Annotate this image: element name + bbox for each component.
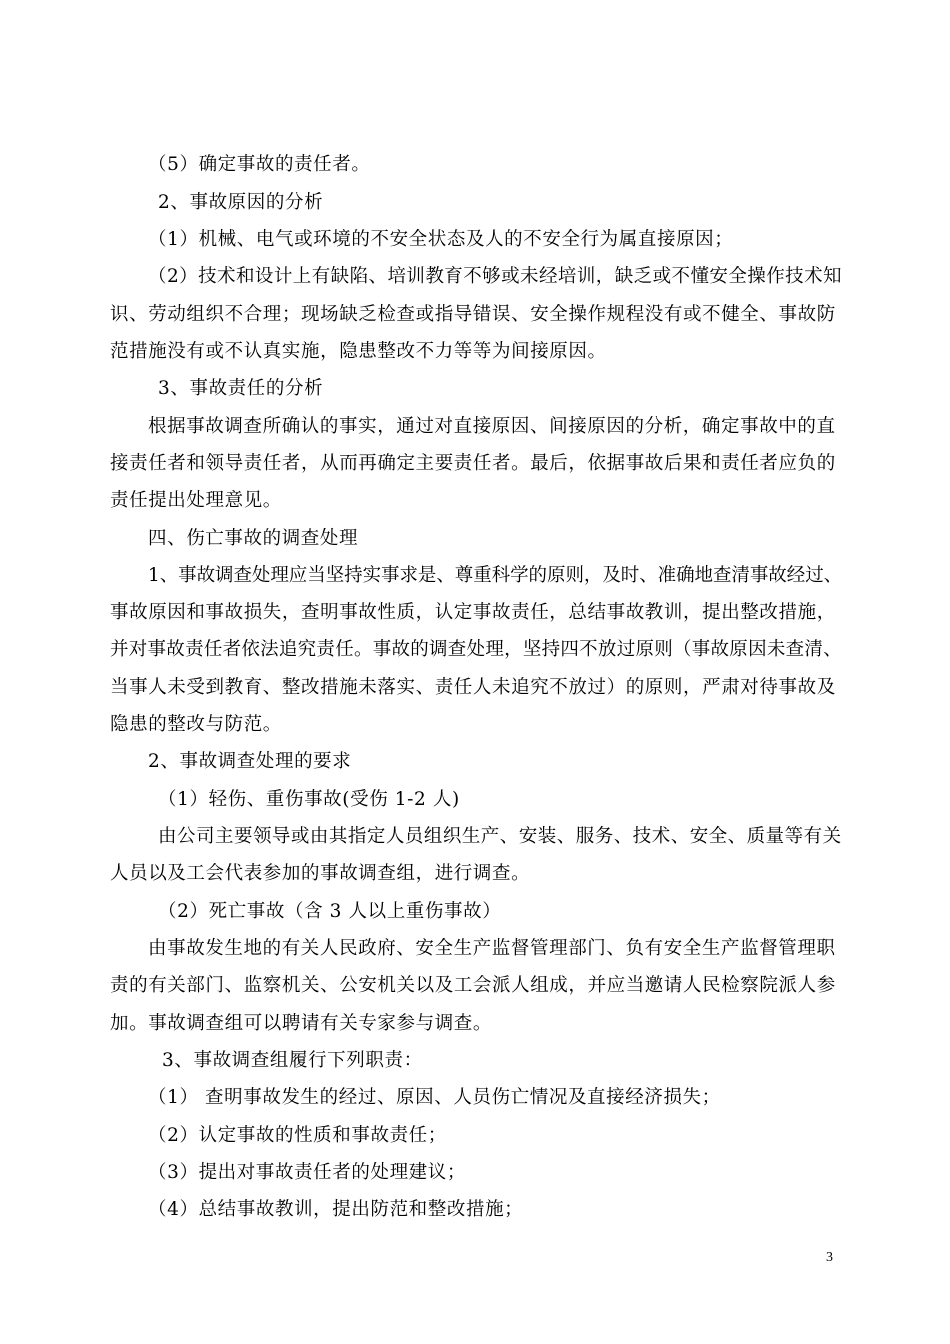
text-line-26: （1） 查明事故发生的经过、原因、人员伤亡情况及直接经济损失； [148, 1087, 721, 1108]
text-line-25: 3、事故调查组履行下列职责： [162, 1050, 423, 1071]
text-line-8: 根据事故调查所确认的事实，通过对直接原因、间接原因的分析，确定事故中的直 [148, 416, 836, 437]
text-line-13: 事故原因和事故损失，查明事故性质，认定事故责任，总结事故教训，提出整改措施， [110, 602, 836, 623]
text-line-19: 由公司主要领导或由其指定人员组织生产、安装、服务、技术、安全、质量等有关 [158, 826, 842, 847]
text-line-23: 责的有关部门、监察机关、公安机关以及工会派人组成，并应当邀请人民检察院派人参 [110, 975, 836, 996]
text-line-4: （2）技术和设计上有缺陷、培训教育不够或未经培训，缺乏或不懂安全操作技术知 [148, 266, 842, 287]
text-line-24: 加。事故调查组可以聘请有关专家参与调查。 [110, 1013, 493, 1034]
text-line-28: （3）提出对事故责任者的处理建议； [148, 1162, 466, 1183]
text-line-29: （4）总结事故教训，提出防范和整改措施； [148, 1199, 524, 1220]
text-line-20: 人员以及工会代表参加的事故调查组，进行调查。 [110, 863, 531, 884]
text-line-16: 隐患的整改与防范。 [110, 714, 282, 735]
text-line-11: 四、伤亡事故的调查处理 [148, 528, 359, 549]
text-line-2: 2、事故原因的分析 [158, 192, 324, 213]
text-line-12: 1、事故调查处理应当坚持实事求是、尊重科学的原则，及时、准确地查清事故经过、 [148, 565, 843, 586]
text-line-15: 当事人未受到教育、整改措施未落实、责任人未追究不放过）的原则，严肃对待事故及 [110, 677, 836, 698]
text-line-7: 3、事故责任的分析 [158, 378, 324, 399]
text-line-18: （1）轻伤、重伤事故(受伤 1-2 人) [158, 789, 460, 810]
text-line-1: （5）确定事故的责任者。 [148, 154, 371, 175]
page-number: 3 [826, 1250, 833, 1265]
text-line-17: 2、事故调查处理的要求 [148, 751, 352, 772]
text-line-27: （2）认定事故的性质和事故责任； [148, 1125, 447, 1146]
text-line-9: 接责任者和领导责任者，从而再确定主要责任者。最后，依据事故后果和责任者应负的 [110, 453, 836, 474]
text-line-5: 识、劳动组织不合理；现场缺乏检查或指导错误、安全操作规程没有或不健全、事故防 [110, 304, 836, 325]
text-line-3: （1）机械、电气或环境的不安全状态及人的不安全行为属直接原因； [148, 229, 734, 250]
text-line-10: 责任提出处理意见。 [110, 490, 282, 511]
text-line-14: 并对事故责任者依法追究责任。事故的调查处理，坚持四不放过原则（事故原因未查清、 [110, 639, 842, 660]
text-line-21: （2）死亡事故（含 3 人以上重伤事故） [158, 901, 502, 922]
text-line-6: 范措施没有或不认真实施，隐患整改不力等等为间接原因。 [110, 341, 607, 362]
text-line-22: 由事故发生地的有关人民政府、安全生产监督管理部门、负有安全生产监督管理职 [148, 938, 836, 959]
